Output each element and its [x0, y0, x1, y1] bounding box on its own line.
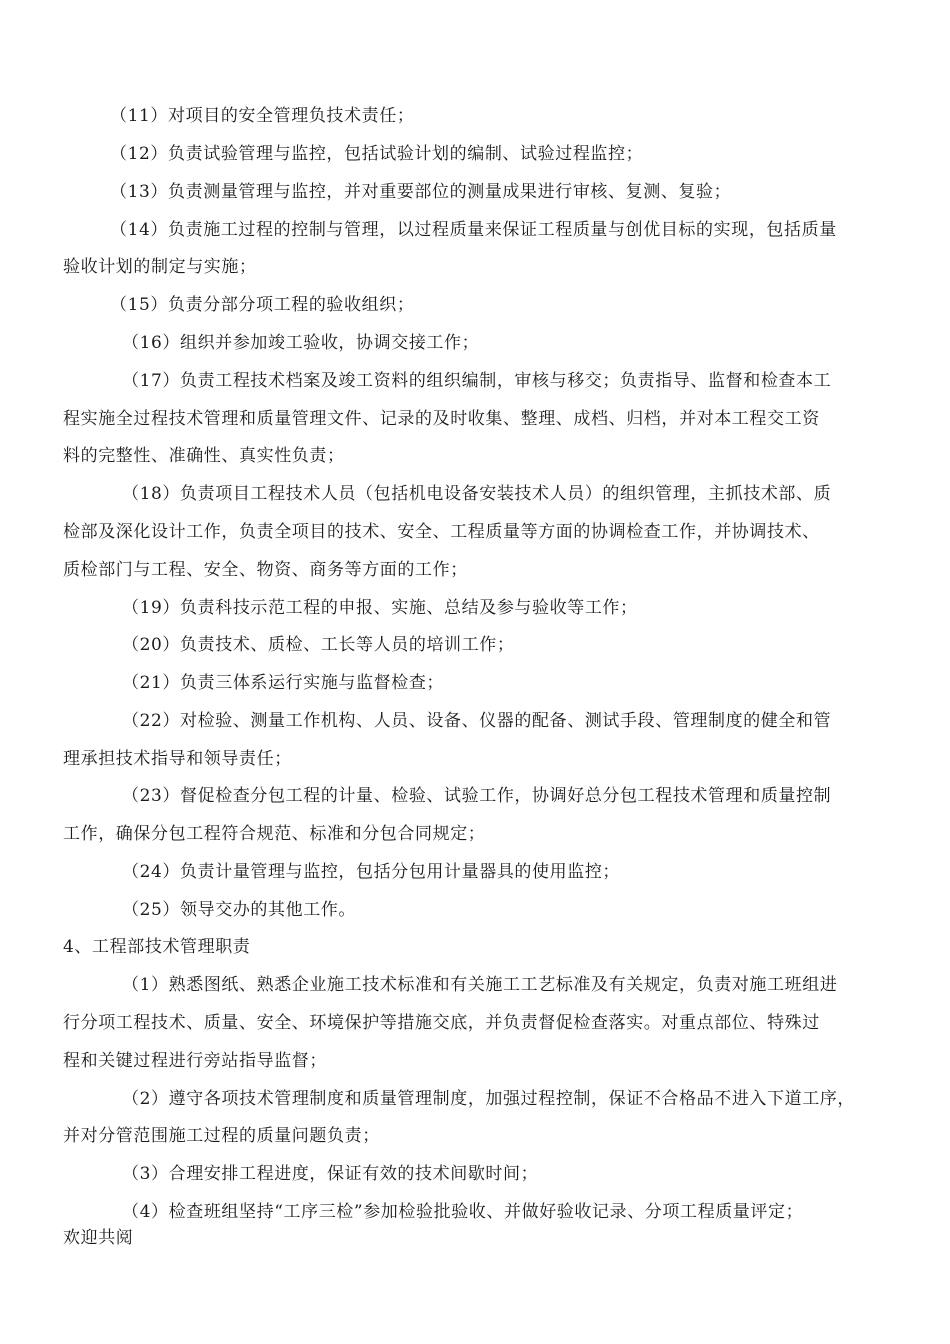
item-22-line-2: 理承担技术指导和领导责任； — [63, 749, 292, 769]
section-item-1-line-2: 行分项工程技术、质量、安全、环境保护等措施交底，并负责督促检查落实。对重点部位、特殊过 — [63, 1013, 820, 1033]
item-22-line-1: （22）对检验、测量工作机构、人员、设备、仪器的配备、测试手段、管理制度的健全和管 — [122, 711, 832, 731]
item-18-line-2: 检部及深化设计工作，负责全项目的技术、安全、工程质量等方面的协调检查工作，并协调技术、 — [63, 522, 820, 542]
section-item-4: （4）检查班组坚持“工序三检”参加检验批验收、并做好验收记录、分项工程质量评定； — [122, 1202, 804, 1222]
item-21: （21）负责三体系运行实施与监督检查； — [122, 673, 445, 693]
item-17-line-3: 料的完整性、准确性、真实性负责； — [63, 446, 345, 466]
section-item-1-line-3: 程和关键过程进行旁站指导监督； — [63, 1051, 327, 1071]
item-14-line-2: 验收计划的制定与实施； — [63, 257, 257, 277]
item-11: （11）对项目的安全管理负技术责任； — [110, 106, 415, 126]
section-item-1-line-1: （1）熟悉图纸、熟悉企业施工技术标准和有关施工工艺标准及有关规定，负责对施工班组进 — [122, 975, 838, 995]
section-item-2-line-2: 并对分管范围施工过程的质量问题负责； — [63, 1126, 380, 1146]
item-23-line-2: 工作，确保分包工程符合规范、标准和分包合同规定； — [63, 824, 486, 844]
item-23-line-1: （23）督促检查分包工程的计量、检验、试验工作，协调好总分包工程技术管理和质量控制 — [122, 786, 832, 806]
section-heading: 4、工程部技术管理职责 — [63, 937, 251, 957]
item-25: （25）领导交办的其他工作。 — [122, 900, 357, 920]
item-20: （20）负责技术、质检、工长等人员的培训工作； — [122, 635, 515, 655]
item-19: （19）负责科技示范工程的申报、实施、总结及参与验收等工作； — [122, 598, 638, 618]
item-18-line-1: （18）负责项目工程技术人员（包括机电设备安装技术人员）的组织管理，主抓技术部、质 — [122, 484, 832, 504]
footer-text: 欢迎共阅 — [63, 1228, 134, 1248]
item-14-line-1: （14）负责施工过程的控制与管理，以过程质量来保证工程质量与创优目标的实现，包括质量 — [110, 220, 837, 240]
item-16: （16）组织并参加竣工验收，协调交接工作； — [122, 333, 480, 353]
item-12: （12）负责试验管理与监控，包括试验计划的编制、试验过程监控； — [110, 144, 644, 164]
item-18-line-3: 质检部门与工程、安全、物资、商务等方面的工作； — [63, 560, 468, 580]
item-15: （15）负责分部分项工程的验收组织； — [110, 295, 415, 315]
item-24: （24）负责计量管理与监控，包括分包用计量器具的使用监控； — [122, 862, 621, 882]
item-17-line-2: 程实施全过程技术管理和质量管理文件、记录的及时收集、整理、成档、归档，并对本工程交工资 — [63, 409, 820, 429]
section-item-2-line-1: （2）遵守各项技术管理制度和质量管理制度，加强过程控制，保证不合格品不进入下道工序， — [122, 1089, 856, 1109]
item-13: （13）负责测量管理与监控，并对重要部位的测量成果进行审核、复测、复验； — [110, 182, 732, 202]
item-17-line-1: （17）负责工程技术档案及竣工资料的组织编制，审核与移交；负责指导、监督和检查本工 — [122, 371, 832, 391]
section-item-3: （3）合理安排工程进度，保证有效的技术间歇时间； — [122, 1164, 539, 1184]
